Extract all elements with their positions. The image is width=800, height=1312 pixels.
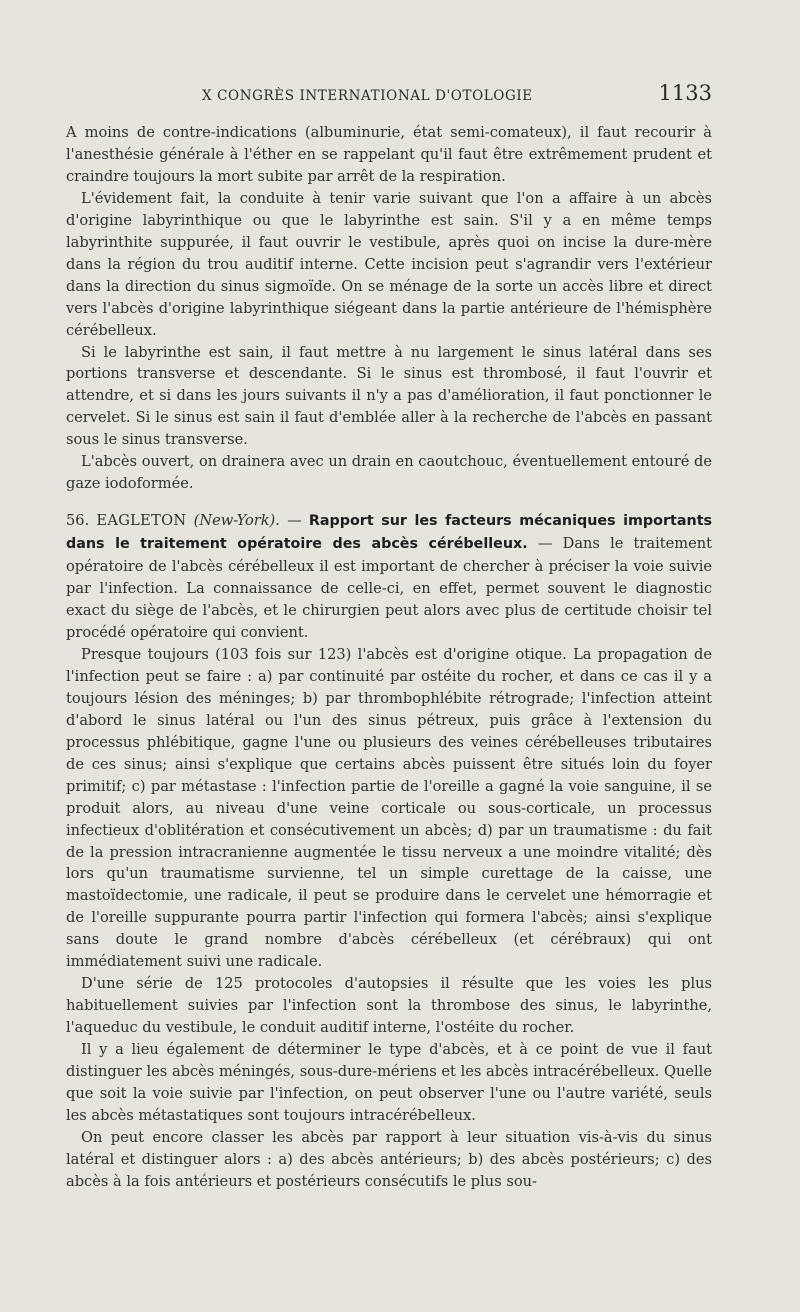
section-dash: — [287,512,302,530]
paragraph: Si le labyrinthe est sain, il faut mettre à nu largement le sinus latéral dans ses portions transverse et descendante. Si le sinus est thrombosé, il faut l'ouvrir et attendre, et si dans les jours suivants il n'y a pas d'amélioration, il faut ponctionner le cervelet. Si le sinus est sain il faut d'emblée aller à la recherche de l'abcès en passant sous le sinus transverse. [66,343,712,449]
paragraph: A moins de contre-indications (albuminurie, état semi-comateux), il faut recourir à l'anesthésie générale à l'éther en se rappelant qu'il faut être extrêmement prudent et craindre toujours la mort subite par arrêt de la respiration. [66,124,712,185]
paragraph: On peut encore classer les abcès par rapport à leur situation vis-à-vis du sinus latéral et distinguer alors : a) des abcès antérieurs; b) des abcès postérieurs; c) des abcès à la fois antérieurs et postérieurs consécutifs le plus sou- [66,1128,712,1190]
paragraph: D'une série de 125 protocoles d'autopsies il résulte que les voies les plus habituellement suivies par l'infection sont la thrombose des sinus, le labyrinthe, l'aqueduc du vestibule, le conduit auditif interne, l'ostéite du rocher. [66,975,712,1037]
paragraph: L'abcès ouvert, on drainera avec un drain en caoutchouc, éventuellement entouré de gaze iodoformée. [66,453,712,493]
section-author: EAGLETON [96,512,187,530]
body-text [66,122,712,1193]
section-dash-2: — [537,535,553,553]
section-lead-text: Dans le traitement opératoire de l'abcès cérébelleux il est important de chercher à préciser la voie suivie par l'infection. La connaissance de celle-ci, en effet, permet souvent le diagnostic exact du siège de l'abcès, et le chirurgien peut alors avec plus de certitude choisir tel procédé opératoire qui convient. [66,535,712,641]
section-number: 56. [66,512,90,530]
paragraph: Presque toujours (103 fois sur 123) l'abcès est d'origine otique. La propagation de l'infection peut se faire : a) par continuité par ostéite du rocher, et dans ce cas il y a toujours lésion des méninges; b) par thrombophlébite rétrograde; l'infection atteint d'abord le sinus latéral ou l'un des sinus pétreux, puis grâce à l'extension du processus phlébitique, gagne l'une ou plusieurs des veines cérébelleuses tributaires de ces sinus; ainsi s'explique que certains abcès puissent être situés loin du foyer primitif; c) par métastase : l'infection partie de l'oreille a gagné la voie sanguine, il se produit alors, au niveau d'une veine corticale ou sous-corticale, un processus infectieux d'oblitération et consécutivement un abcès; d) par un traumatisme : du fait de la pression intracranienne augmentée le tissu nerveux a une moindre vitalité; dès lors qu'un traumatisme survienne, tel un simple curettage de la caisse, une mastoïdectomie, une radicale, il peut se produire dans le cervelet une hémorragie et de l'oreille suppurante pourra partir l'infection qui formera l'abcès; ainsi s'explique sans doute le grand nombre d'abcès cérébelleux (et cérébraux) qui ont immédiatement suivi une radicale. [66,645,712,971]
paragraph: L'évidement fait, la conduite à tenir varie suivant que l'on a affaire à un abcès d'origine labyrinthique ou que le labyrinthe est sain. S'il y a en même temps labyrinthite suppurée, il faut ouvrir le vestibule, après quoi on incise la dure-mère dans la région du trou auditif interne. Cette incision peut s'agrandir vers l'extérieur dans la direction du sinus sigmoïde. On se ménage de la sorte un accès libre et direct vers l'abcès d'origine labyrinthique siégeant dans la partie antérieure de l'hémisphère cérébelleux. [66,189,712,339]
paragraph: Il y a lieu également de déterminer le type d'abcès, et à ce point de vue il faut distinguer les abcès méningés, sous-dure-mériens et les abcès intracérébelleux. Quelle que soit la voie suivie par l'infection, on peut observer l'une ou l'autre variété, seuls les abcès métastatiques sont toujours intracérébelleux. [66,1041,712,1124]
running-header [66,80,712,112]
section-location: (New-York). [193,512,280,530]
section-title: Rapport sur les facteurs mécaniques importants dans le traitement opératoire des abcès cérébelleux. [66,513,713,553]
header-title: X CONGRÈS INTERNATIONAL D'OTOLOGIE [202,88,533,104]
section-lead-paragraph [66,510,712,644]
page-number: 1133 [658,81,712,105]
